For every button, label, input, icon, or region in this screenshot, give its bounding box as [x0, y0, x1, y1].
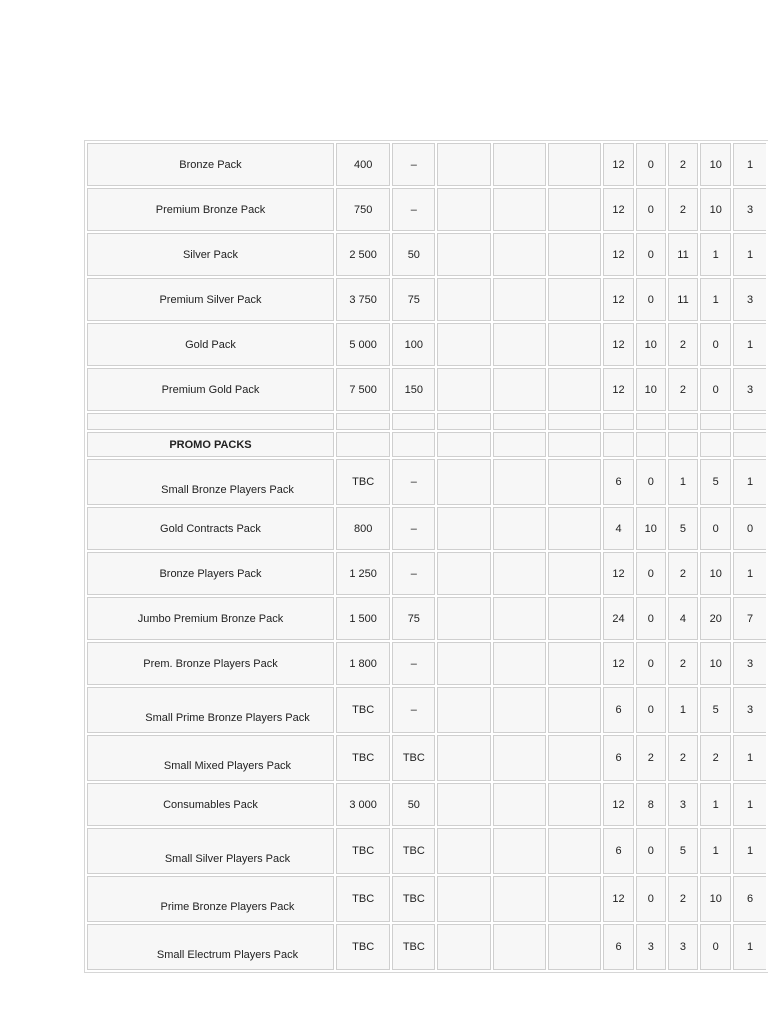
price-cell: TBC	[336, 687, 390, 733]
count-cell: 3	[733, 687, 766, 733]
count-cell: 3	[733, 188, 766, 231]
count-cell: 1	[733, 459, 766, 505]
count-cell: 10	[700, 188, 731, 231]
count-cell: 5	[668, 828, 699, 874]
empty-cell	[493, 924, 546, 970]
spacer-row	[87, 413, 766, 430]
count-cell: 1	[733, 233, 766, 276]
alt-price-cell: –	[392, 687, 435, 733]
count-cell: 0	[636, 552, 666, 595]
pack-name: Prem. Bronze Players Pack	[143, 657, 278, 670]
count-cell: 7	[733, 597, 766, 640]
empty-cell	[548, 323, 601, 366]
empty-cell	[437, 924, 490, 970]
pack-name-cell	[87, 828, 334, 874]
count-cell: 2	[668, 876, 699, 922]
price-cell: 2 500	[336, 233, 390, 276]
count-cell: 5	[668, 507, 699, 550]
count-cell: 3	[668, 783, 699, 826]
count-cell: 0	[636, 143, 666, 186]
alt-price-cell: TBC	[392, 735, 435, 781]
count-cell: 6	[603, 735, 634, 781]
price-cell: TBC	[336, 828, 390, 874]
empty-cell	[548, 828, 601, 874]
empty-cell	[493, 687, 546, 733]
alt-price-cell: 150	[392, 368, 435, 411]
empty-cell	[437, 597, 490, 640]
empty-cell	[336, 413, 390, 430]
alt-price-cell: 50	[392, 783, 435, 826]
empty-cell	[493, 432, 546, 457]
price-cell: TBC	[336, 735, 390, 781]
count-cell: 12	[603, 323, 634, 366]
count-cell: 1	[733, 735, 766, 781]
price-cell: 1 500	[336, 597, 390, 640]
pack-name: Small Silver Players Pack	[164, 853, 291, 865]
empty-cell	[493, 783, 546, 826]
pack-name: Premium Gold Pack	[161, 383, 260, 396]
empty-cell	[548, 459, 601, 505]
count-cell: 0	[636, 642, 666, 685]
empty-cell	[493, 323, 546, 366]
count-cell: 1	[733, 828, 766, 874]
empty-cell	[636, 413, 666, 430]
empty-cell	[437, 233, 490, 276]
count-cell: 0	[636, 876, 666, 922]
table-row	[87, 687, 766, 733]
count-cell: 1	[668, 687, 699, 733]
empty-cell	[437, 143, 490, 186]
count-cell: 12	[603, 368, 634, 411]
pack-name: Small Mixed Players Pack	[163, 760, 292, 772]
empty-cell	[437, 413, 490, 430]
empty-cell	[392, 413, 435, 430]
empty-cell	[548, 597, 601, 640]
count-cell: 2	[668, 642, 699, 685]
empty-cell	[548, 368, 601, 411]
empty-cell	[437, 278, 490, 321]
table-row	[87, 642, 766, 685]
empty-cell	[548, 143, 601, 186]
alt-price-cell: –	[392, 507, 435, 550]
count-cell: 6	[603, 828, 634, 874]
table-row	[87, 278, 766, 321]
count-cell: 1	[668, 459, 699, 505]
empty-cell	[437, 368, 490, 411]
count-cell: 6	[733, 876, 766, 922]
empty-cell	[548, 432, 601, 457]
pack-name-cell	[87, 597, 334, 640]
count-cell: 2	[668, 323, 699, 366]
empty-cell	[493, 143, 546, 186]
price-cell: 3 000	[336, 783, 390, 826]
price-cell: 5 000	[336, 323, 390, 366]
count-cell: 0	[636, 828, 666, 874]
price-cell: 1 250	[336, 552, 390, 595]
alt-price-cell: 75	[392, 278, 435, 321]
pack-name-cell	[87, 507, 334, 550]
empty-cell	[493, 278, 546, 321]
count-cell: 2	[668, 368, 699, 411]
pack-name-cell	[87, 323, 334, 366]
pack-name: Premium Silver Pack	[159, 293, 262, 306]
empty-cell	[548, 783, 601, 826]
count-cell: 3	[668, 924, 699, 970]
pack-name: Bronze Players Pack	[159, 567, 262, 580]
count-cell: 6	[603, 687, 634, 733]
count-cell: 0	[636, 597, 666, 640]
empty-cell	[493, 876, 546, 922]
count-cell: 24	[603, 597, 634, 640]
count-cell: 1	[733, 143, 766, 186]
count-cell: 1	[733, 552, 766, 595]
count-cell: 0	[733, 507, 766, 550]
empty-cell	[548, 278, 601, 321]
pack-name: Gold Contracts Pack	[160, 522, 261, 535]
empty-cell	[548, 876, 601, 922]
empty-cell	[733, 413, 766, 430]
empty-cell	[636, 432, 666, 457]
empty-cell	[603, 413, 634, 430]
count-cell: 0	[636, 233, 666, 276]
count-cell: 20	[700, 597, 731, 640]
table-row	[87, 876, 766, 922]
alt-price-cell: TBC	[392, 876, 435, 922]
empty-cell	[493, 552, 546, 595]
empty-cell	[437, 735, 490, 781]
table-row	[87, 597, 766, 640]
pack-name: Small Electrum Players Pack	[156, 949, 299, 961]
count-cell: 8	[636, 783, 666, 826]
pack-name: Silver Pack	[182, 248, 238, 261]
count-cell: 0	[636, 188, 666, 231]
count-cell: 10	[700, 143, 731, 186]
count-cell: 3	[636, 924, 666, 970]
empty-cell	[437, 323, 490, 366]
count-cell: 2	[668, 552, 699, 595]
empty-cell	[548, 552, 601, 595]
count-cell: 10	[700, 876, 731, 922]
alt-price-cell: 50	[392, 233, 435, 276]
empty-cell	[437, 687, 490, 733]
empty-cell	[548, 642, 601, 685]
table-row	[87, 368, 766, 411]
table-row	[87, 552, 766, 595]
empty-cell	[437, 642, 490, 685]
count-cell: 1	[700, 233, 731, 276]
count-cell: 12	[603, 233, 634, 276]
count-cell: 3	[733, 368, 766, 411]
count-cell: 2	[668, 188, 699, 231]
count-cell: 11	[668, 233, 699, 276]
pack-name-cell	[87, 924, 334, 970]
count-cell: 6	[603, 459, 634, 505]
count-cell: 12	[603, 143, 634, 186]
count-cell: 0	[636, 278, 666, 321]
price-cell: TBC	[336, 459, 390, 505]
pack-name-cell	[87, 687, 334, 733]
alt-price-cell: –	[392, 143, 435, 186]
table-row	[87, 233, 766, 276]
count-cell: 0	[636, 459, 666, 505]
count-cell: 6	[603, 924, 634, 970]
count-cell: 12	[603, 278, 634, 321]
pack-name-cell	[87, 642, 334, 685]
price-cell: 400	[336, 143, 390, 186]
section-header-row	[87, 432, 766, 457]
alt-price-cell: –	[392, 188, 435, 231]
pack-name: Premium Bronze Pack	[155, 203, 266, 216]
empty-cell	[437, 552, 490, 595]
section-header: PROMO PACKS	[87, 432, 334, 457]
count-cell: 1	[700, 783, 731, 826]
count-cell: 0	[700, 323, 731, 366]
alt-price-cell: –	[392, 552, 435, 595]
pack-name: Prime Bronze Players Pack	[160, 901, 295, 913]
empty-cell	[493, 828, 546, 874]
empty-cell	[548, 413, 601, 430]
empty-cell	[668, 413, 699, 430]
empty-cell	[700, 413, 731, 430]
pack-name-cell	[87, 552, 334, 595]
table-row	[87, 323, 766, 366]
empty-cell	[493, 459, 546, 505]
pack-name-cell	[87, 876, 334, 922]
count-cell: 1	[700, 828, 731, 874]
alt-price-cell: –	[392, 642, 435, 685]
count-cell: 3	[733, 278, 766, 321]
table-row	[87, 188, 766, 231]
count-cell: 10	[700, 552, 731, 595]
empty-cell	[668, 432, 699, 457]
pack-name: Bronze Pack	[179, 158, 242, 171]
count-cell: 5	[700, 687, 731, 733]
empty-cell	[493, 413, 546, 430]
count-cell: 12	[603, 552, 634, 595]
pack-name-cell	[87, 783, 334, 826]
count-cell: 0	[700, 507, 731, 550]
empty-cell	[437, 828, 490, 874]
alt-price-cell: TBC	[392, 924, 435, 970]
count-cell: 2	[636, 735, 666, 781]
price-cell: 800	[336, 507, 390, 550]
empty-cell	[437, 507, 490, 550]
packs-table-container	[84, 140, 768, 973]
count-cell: 0	[700, 924, 731, 970]
table-row	[87, 828, 766, 874]
count-cell: 1	[733, 924, 766, 970]
empty-cell	[493, 507, 546, 550]
count-cell: 5	[700, 459, 731, 505]
empty-cell	[392, 432, 435, 457]
count-cell: 12	[603, 188, 634, 231]
count-cell: 0	[636, 687, 666, 733]
table-row	[87, 143, 766, 186]
empty-cell	[336, 432, 390, 457]
empty-cell	[87, 413, 334, 430]
empty-cell	[733, 432, 766, 457]
empty-cell	[548, 233, 601, 276]
pack-name: Gold Pack	[185, 338, 236, 351]
pack-name-cell	[87, 233, 334, 276]
count-cell: 4	[603, 507, 634, 550]
alt-price-cell: 100	[392, 323, 435, 366]
count-cell: 2	[668, 143, 699, 186]
empty-cell	[548, 507, 601, 550]
table-row	[87, 459, 766, 505]
pack-name: Small Prime Bronze Players Pack	[145, 712, 310, 724]
pack-name-cell	[87, 278, 334, 321]
pack-name-cell	[87, 368, 334, 411]
count-cell: 1	[733, 783, 766, 826]
count-cell: 10	[700, 642, 731, 685]
empty-cell	[437, 188, 490, 231]
alt-price-cell: –	[392, 459, 435, 505]
count-cell: 2	[668, 735, 699, 781]
empty-cell	[437, 783, 490, 826]
table-row	[87, 783, 766, 826]
table-row	[87, 735, 766, 781]
pack-name: Jumbo Premium Bronze Pack	[137, 612, 284, 625]
price-cell: 1 800	[336, 642, 390, 685]
price-cell: 3 750	[336, 278, 390, 321]
count-cell: 1	[733, 323, 766, 366]
empty-cell	[548, 924, 601, 970]
count-cell: 11	[668, 278, 699, 321]
count-cell: 3	[733, 642, 766, 685]
count-cell: 4	[668, 597, 699, 640]
packs-table	[84, 140, 768, 973]
empty-cell	[493, 735, 546, 781]
empty-cell	[548, 735, 601, 781]
empty-cell	[493, 233, 546, 276]
price-cell: TBC	[336, 876, 390, 922]
table-row	[87, 924, 766, 970]
pack-name-cell	[87, 459, 334, 505]
empty-cell	[493, 368, 546, 411]
count-cell: 12	[603, 642, 634, 685]
count-cell: 2	[700, 735, 731, 781]
empty-cell	[493, 188, 546, 231]
price-cell: 7 500	[336, 368, 390, 411]
empty-cell	[603, 432, 634, 457]
empty-cell	[700, 432, 731, 457]
pack-name-cell	[87, 143, 334, 186]
empty-cell	[437, 459, 490, 505]
count-cell: 10	[636, 368, 666, 411]
pack-name: Consumables Pack	[163, 798, 258, 811]
count-cell: 12	[603, 876, 634, 922]
alt-price-cell: 75	[392, 597, 435, 640]
empty-cell	[493, 597, 546, 640]
price-cell: TBC	[336, 924, 390, 970]
pack-name: Small Bronze Players Pack	[161, 484, 294, 496]
count-cell: 0	[700, 368, 731, 411]
pack-name-cell	[87, 188, 334, 231]
empty-cell	[437, 876, 490, 922]
count-cell: 1	[700, 278, 731, 321]
empty-cell	[548, 188, 601, 231]
table-row	[87, 507, 766, 550]
pack-name-cell	[87, 735, 334, 781]
empty-cell	[437, 432, 490, 457]
count-cell: 12	[603, 783, 634, 826]
count-cell: 10	[636, 507, 666, 550]
empty-cell	[548, 687, 601, 733]
price-cell: 750	[336, 188, 390, 231]
empty-cell	[493, 642, 546, 685]
count-cell: 10	[636, 323, 666, 366]
alt-price-cell: TBC	[392, 828, 435, 874]
